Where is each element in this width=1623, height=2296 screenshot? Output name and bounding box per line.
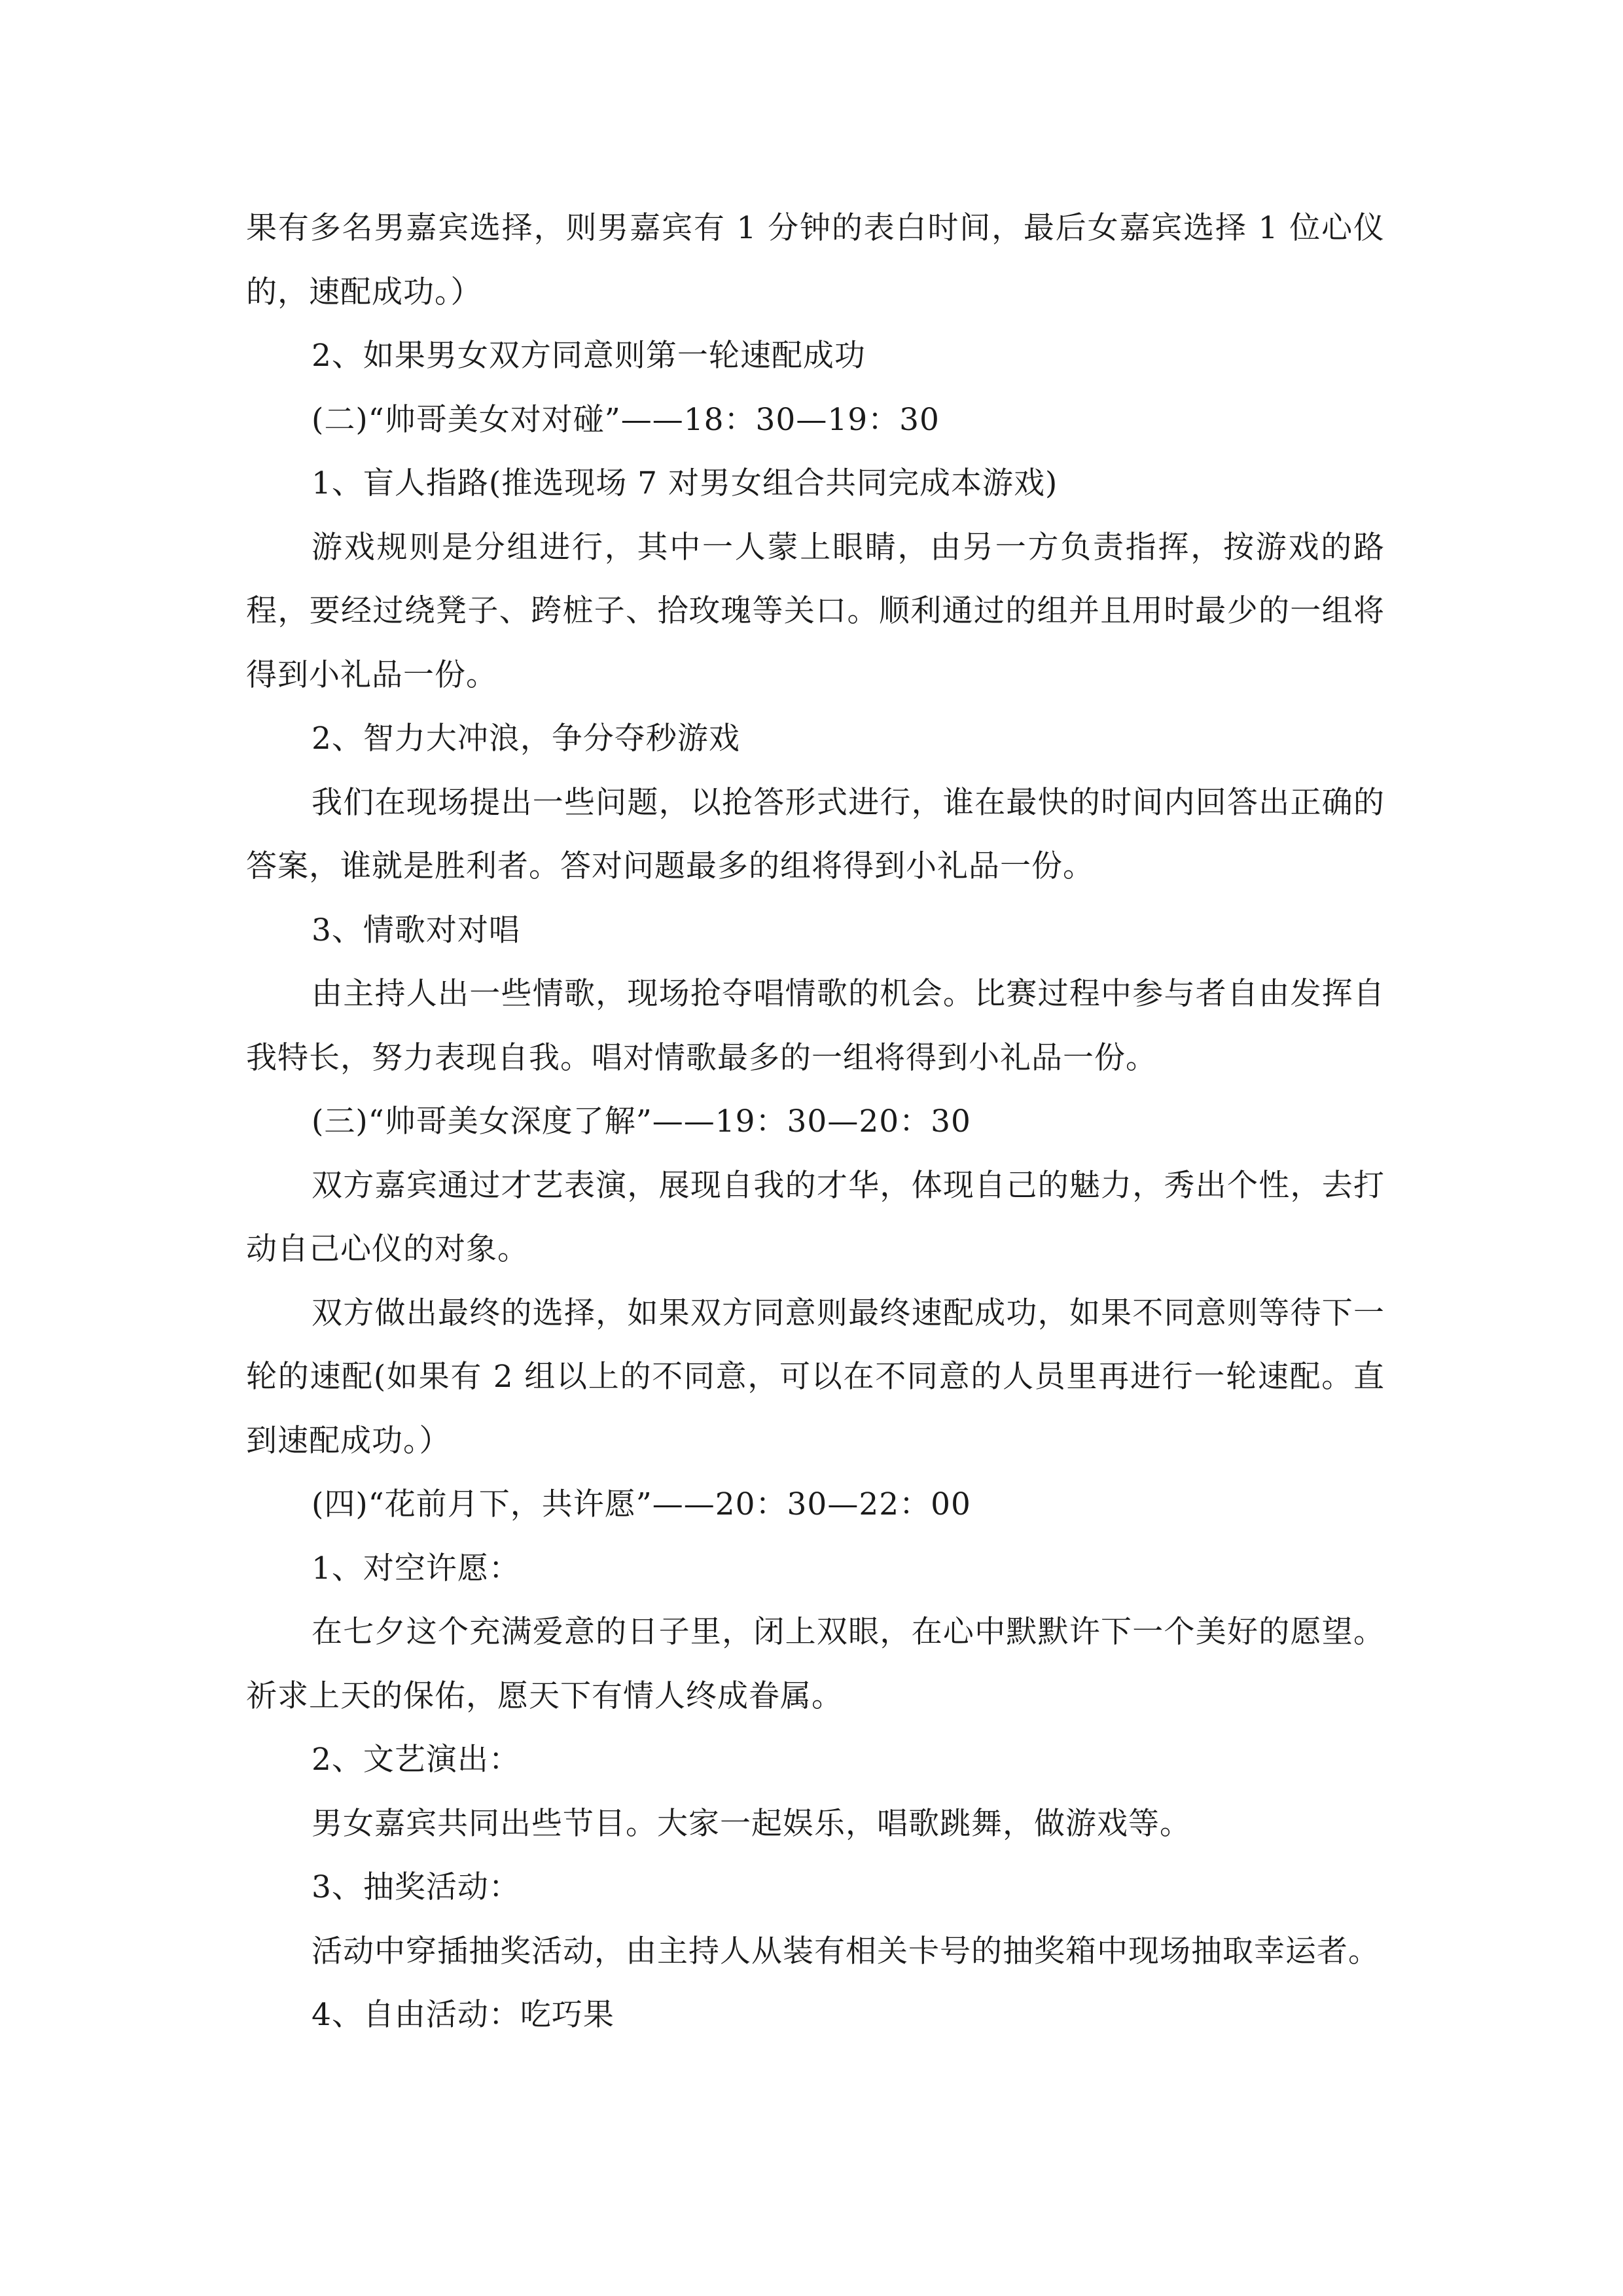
document-body xyxy=(246,196,1385,2047)
paragraph: 我们在现场提出一些问题，以抢答形式进行，谁在最快的时间内回答出正确的答案，谁就是胜利者。答对问题最多的组将得到小礼品一份。 xyxy=(246,784,1385,884)
paragraph: 双方做出最终的选择，如果双方同意则最终速配成功，如果不同意则等待下一轮的速配(如果有 2 组以上的不同意，可以在不同意的人员里再进行一轮速配。直到速配成功。） xyxy=(246,1295,1385,1459)
paragraph: 2、文艺演出： xyxy=(312,1742,520,1778)
section-heading: (三)“帅哥美女深度了解”——19：30—20：30 xyxy=(312,1103,971,1139)
paragraph: 3、情歌对对唱 xyxy=(312,912,520,948)
paragraph: 游戏规则是分组进行，其中一人蒙上眼睛，由另一方负责指挥，按游戏的路程，要经过绕凳子、跨桩子、拾玫瑰等关口。顺利通过的组并且用时最少的一组将得到小礼品一份。 xyxy=(246,529,1385,693)
section-heading: (四)“花前月下，共许愿”——20：30—22：00 xyxy=(312,1486,971,1522)
paragraph: 果有多名男嘉宾选择，则男嘉宾有 1 分钟的表白时间，最后女嘉宾选择 1 位心仪的，速配成功。） xyxy=(246,210,1385,310)
paragraph: 双方嘉宾通过才艺表演，展现自我的才华，体现自己的魅力，秀出个性，去打动自己心仪的对象。 xyxy=(246,1167,1385,1267)
paragraph: 在七夕这个充满爱意的日子里，闭上双眼，在心中默默许下一个美好的愿望。祈求上天的保佑，愿天下有情人终成眷属。 xyxy=(246,1614,1385,1714)
paragraph: 4、自由活动：吃巧果 xyxy=(312,1997,615,2033)
paragraph: 2、如果男女双方同意则第一轮速配成功 xyxy=(312,338,866,374)
paragraph: 活动中穿插抽奖活动，由主持人从装有相关卡号的抽奖箱中现场抽取幸运者。 xyxy=(312,1933,1380,1969)
paragraph: 2、智力大冲浪，争分夺秒游戏 xyxy=(312,721,740,757)
paragraph: 3、抽奖活动： xyxy=(312,1869,520,1905)
section-heading: (二)“帅哥美女对对碰”——18：30—19：30 xyxy=(312,401,940,438)
paragraph: 由主持人出一些情歌，现场抢夺唱情歌的机会。比赛过程中参与者自由发挥自我特长，努力表现自我。唱对情歌最多的一组将得到小礼品一份。 xyxy=(246,976,1385,1076)
paragraph: 1、对空许愿： xyxy=(312,1550,520,1587)
paragraph: 男女嘉宾共同出些节目。大家一起娱乐，唱歌跳舞，做游戏等。 xyxy=(312,1805,1191,1842)
paragraph: 1、盲人指路(推选现场 7 对男女组合共同完成本游戏) xyxy=(312,465,1058,501)
